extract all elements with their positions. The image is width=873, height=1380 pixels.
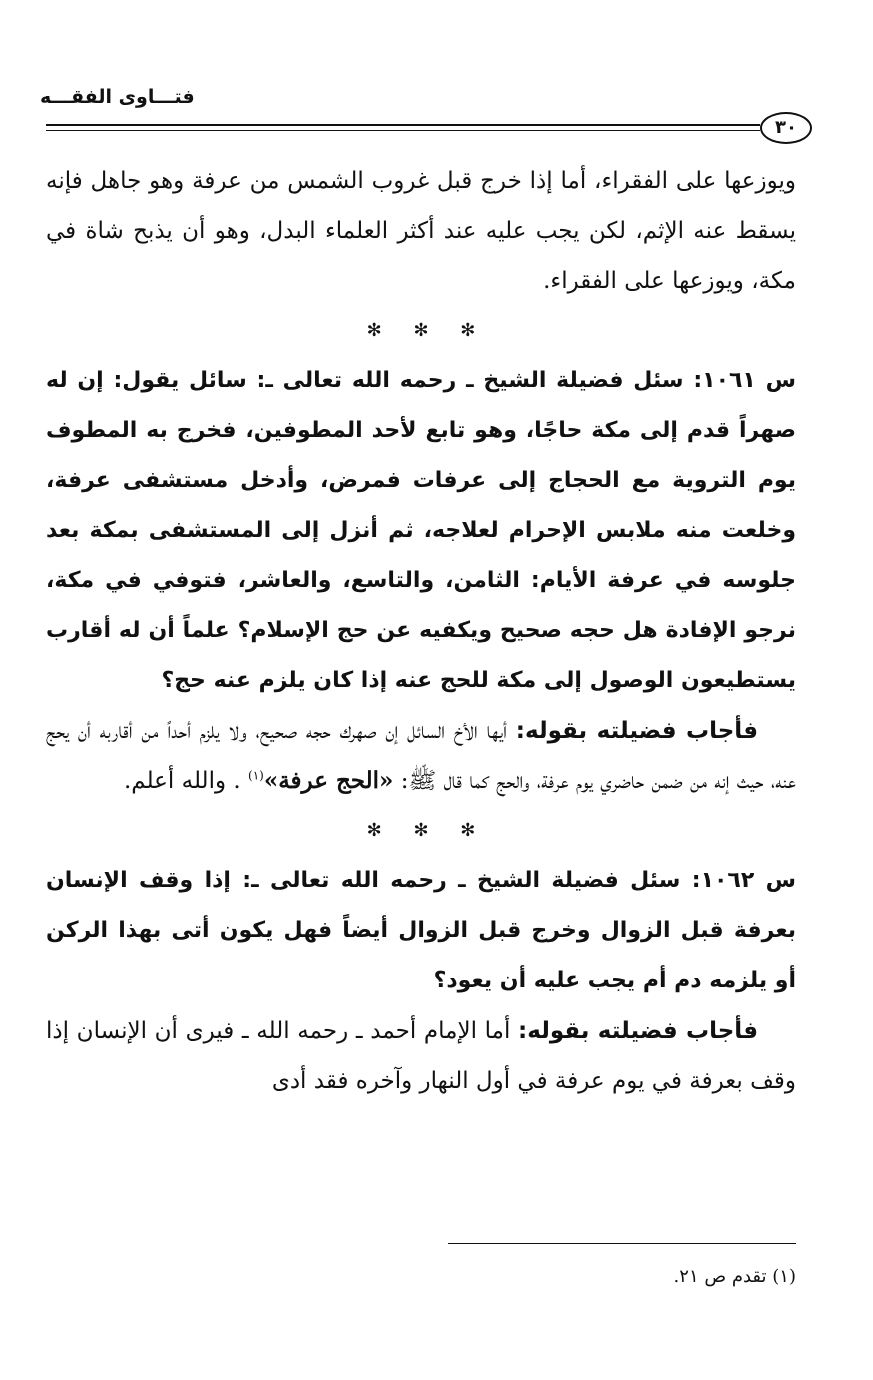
answer-text: أيها الأخ السائل إن صهرك حجه صحيح، ولا يلزم أحداً من أقاربه أن يحج عنه، حيث إنه من ضمن حاضري يوم عرفة، والحج كما قال ﷺ: <box>46 718 796 794</box>
continuation-paragraph: ويوزعها على الفقراء، أما إذا خرج قبل غروب الشمس من عرفة وهو جاهل فإنه يسقط عنه الإثم، لكن يجب عليه عند أكثر العلماء البدل، وهو أن يذبح شاة في مكة، ويوزعها على الفقراء. <box>46 168 796 294</box>
question-text: سئل فضيلة الشيخ ـ رحمه الله تعالى ـ: سائل يقول: إن له صهراً قدم إلى مكة حاجًا، وهو تابع لأحد المطوفين، فخرج به المطوف يوم التروية مع الحجاج إلى عرفات فمرض، وأدخل مستشفى عرفة، وخلعت منه ملابس الإحرام لعلاجه، ثم أنزل إلى المستشفى بمكة بعد جلوسه في عرفة الأيام: الثامن، والتاسع، والعاشر، فتوفي في مكة، نرجو الإفادة هل حجه صحيح ويكفيه عن حج الإسلام؟ علماً أن له أقارب يستطيعون الوصول إلى مكة للحج عنه إذا كان يلزم عنه حج؟ <box>46 368 796 693</box>
question-label: س ١٠٦١: <box>693 368 796 393</box>
page-body <box>46 156 796 1106</box>
answer-lead: فأجاب فضيلته بقوله: <box>518 1018 759 1044</box>
answer-1061 <box>46 706 796 806</box>
footnote-reference: (١) <box>248 768 264 783</box>
section-separator: ✻ ✻ ✻ <box>366 820 476 841</box>
answer-1062 <box>46 1006 796 1106</box>
hadith-quote: «الحج عرفة» <box>263 767 394 794</box>
footnote-rule <box>448 1243 796 1244</box>
question-1061 <box>46 356 796 706</box>
footnote: (١) تقدم ص ٢١. <box>673 1266 796 1287</box>
page-number: ٣٠ <box>760 112 812 144</box>
answer-text: أما الإمام أحمد ـ رحمه الله ـ فيرى أن الإنسان إذا وقف بعرفة في يوم عرفة في أول النهار وآخره فقد أدى <box>46 1018 796 1094</box>
answer-lead: فأجاب فضيلته بقوله: <box>515 718 758 744</box>
header-rule <box>46 124 760 131</box>
section-separator: ✻ ✻ ✻ <box>366 320 476 341</box>
answer-closing: . والله أعلم. <box>123 768 241 794</box>
question-text: سئل فضيلة الشيخ ـ رحمه الله تعالى ـ: إذا وقف الإنسان بعرفة قبل الزوال وخرج قبل الزوال أيضاً فهل يكون أتى بهذا الركن أو يلزمه دم أم يجب عليه أن يعود؟ <box>46 868 796 993</box>
question-1062 <box>46 856 796 1006</box>
running-title: فتـــاوى الفقـــه <box>40 86 195 108</box>
question-label: س ١٠٦٢: <box>691 868 796 893</box>
